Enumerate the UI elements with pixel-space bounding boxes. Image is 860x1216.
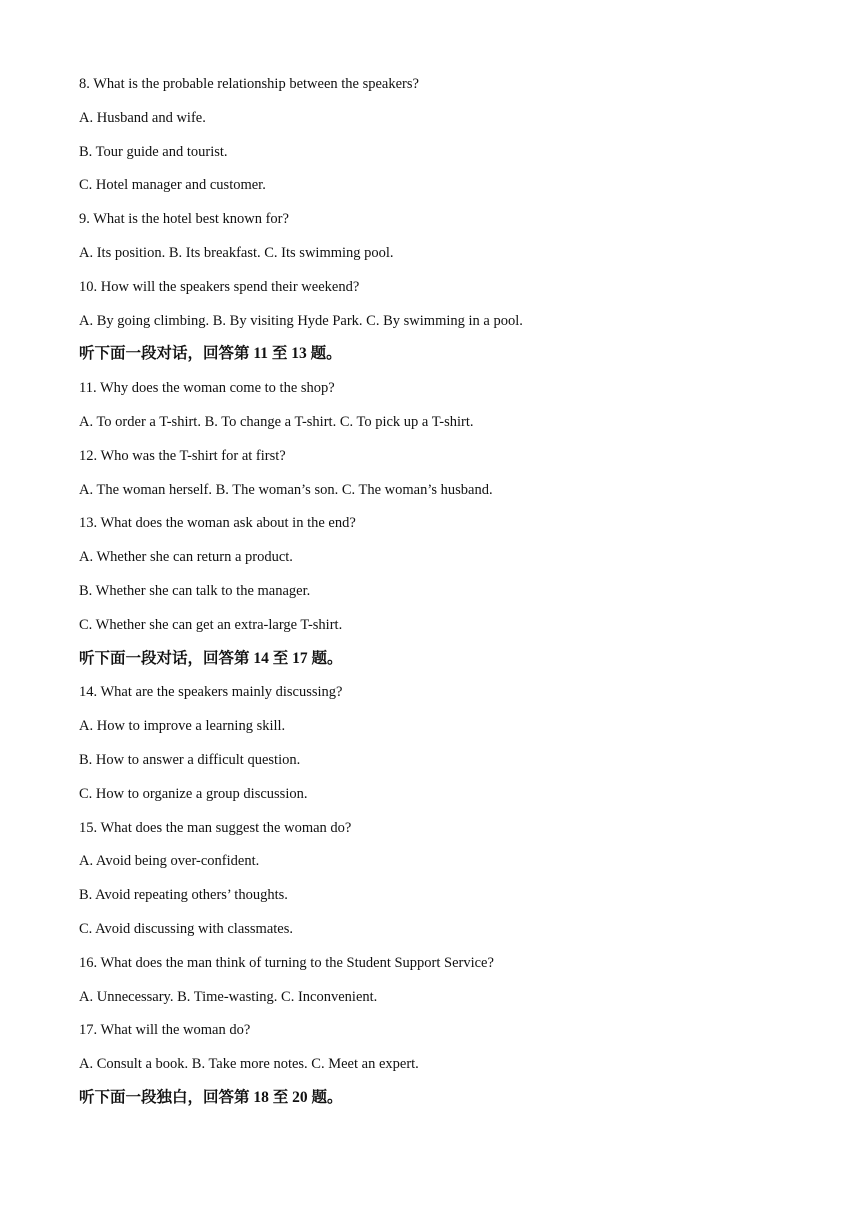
question-text: 14. What are the speakers mainly discussing? (79, 684, 343, 701)
answer-options: A. Husband and wife. (79, 109, 206, 126)
question-text: 9. What is the hotel best known for? (79, 211, 289, 228)
question-text: 16. What does the man think of turning to the Student Support Service? (79, 954, 494, 971)
section-heading: 听下面一段对话，回答第 11 至 13 题。 (79, 345, 342, 363)
question-text: 13. What does the woman ask about in the end? (79, 515, 356, 532)
question-text: 10. How will the speakers spend their weekend? (79, 278, 360, 295)
answer-options: C. Whether she can get an extra-large T-shirt. (79, 616, 343, 633)
answer-options: B. How to answer a difficult question. (79, 752, 301, 768)
section-heading: 听下面一段独白，回答第 18 至 20 题。 (79, 1089, 343, 1106)
answer-options: A. How to improve a learning skill. (79, 718, 286, 735)
answer-options: A. By going climbing. B. By visiting Hyde Park. C. By swimming in a pool. (79, 312, 523, 329)
answer-options: A. Unnecessary. B. Time-wasting. C. Inconvenient. (79, 988, 378, 1005)
answer-options: A. Whether she can return a product. (79, 549, 293, 566)
answer-options: B. Tour guide and tourist. (79, 143, 228, 160)
answer-options: B. Avoid repeating others’ thoughts. (79, 887, 288, 904)
question-text: 11. Why does the woman come to the shop? (79, 380, 335, 397)
answer-options: C. How to organize a group discussion. (79, 785, 308, 802)
answer-options: A. Avoid being over-confident. (79, 853, 260, 870)
answer-options: A. The woman herself. B. The woman’s son. C. The woman’s husband. (79, 481, 493, 498)
section-heading: 听下面一段对话，回答第 14 至 17 题。 (79, 649, 343, 667)
question-text: 12. Who was the T-shirt for at first? (79, 447, 286, 464)
answer-options: C. Hotel manager and customer. (79, 177, 266, 194)
question-text: 15. What does the man suggest the woman do? (79, 819, 352, 836)
answer-options: A. Consult a book. B. Take more notes. C. Meet an expert. (79, 1056, 419, 1073)
answer-options: A. Its position. B. Its breakfast. C. Its swimming pool. (79, 245, 394, 261)
answer-options: C. Avoid discussing with classmates. (79, 921, 294, 937)
answer-options: A. To order a T-shirt. B. To change a T-shirt. C. To pick up a T-shirt. (79, 414, 474, 430)
question-text: 17. What will the woman do? (79, 1022, 251, 1039)
question-text: 8. What is the probable relationship between the speakers? (79, 76, 419, 92)
answer-options: B. Whether she can talk to the manager. (79, 583, 311, 599)
